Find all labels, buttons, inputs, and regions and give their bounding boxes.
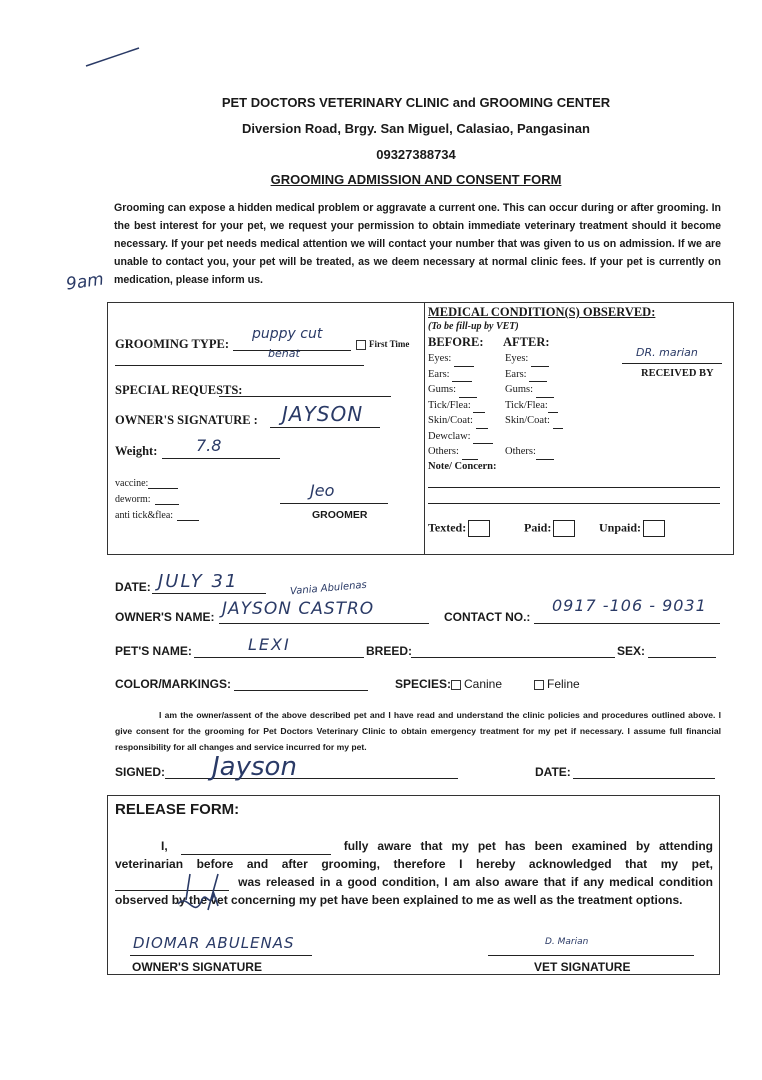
after-label: AFTER: [503,335,550,349]
signed-label: SIGNED: [115,765,166,779]
weight-line [162,458,280,459]
first-time-checkbox[interactable] [356,339,409,350]
after-item: Skin/Coat: [505,413,563,429]
feline-checkbox-icon [534,680,544,690]
before-item: Gums: [428,382,493,398]
form-title: GROOMING ADMISSION AND CONSENT FORM [270,172,562,187]
groomer-label: GROOMER [312,509,368,521]
alt-name-value: Vania Abulenas [289,579,368,598]
before-item: Skin/Coat: [428,413,493,429]
signed-date-label: DATE: [535,765,571,779]
before-label: BEFORE: [428,335,484,349]
canine-label: Canine [464,677,503,691]
release-owner-signature-label: OWNER'S SIGNATURE [132,960,262,974]
consent-paragraph: I am the owner/assent of the above described pet and I have read and understand the clinic policies and procedures outlined above. I give consent for the grooming for Pet Doctors Veterinary Clinic to obtain emergency treatment for my pet if necessary. I assume full financial responsibility for all changes and service incurred for my pet. [115,710,721,752]
contact-line [534,623,720,624]
weight-label: Weight: [115,444,158,458]
unpaid-label: Unpaid: [599,520,642,535]
owner-signature-line [270,427,380,428]
release-text-2: was released in a good condition, I am also aware that if any medical condition observed by the vet concerning my pet have been explained to me as well as the treatment options. [115,875,713,907]
before-item: Dewclaw: [428,429,493,445]
first-time-box-icon [356,340,366,350]
texted-field[interactable] [428,520,490,537]
clinic-phone: 09327388734 [376,147,456,162]
signed-date-line [573,778,715,779]
before-item: Eyes: [428,351,493,367]
grooming-type-value[interactable]: puppy cut [252,326,323,342]
medical-subtitle: (To be fill-up by VET) [428,321,519,332]
pet-name-value[interactable]: LEXI [248,635,291,654]
before-item: Ears: [428,367,493,383]
clinic-name: PET DOCTORS VETERINARY CLINIC and GROOMING CENTER [221,95,611,110]
signed-value[interactable]: Jayson [212,752,297,782]
texted-label: Texted: [428,520,467,535]
after-item: Gums: [505,382,563,398]
date-value[interactable]: JULY 31 [158,571,239,592]
note-line-2 [428,503,720,504]
vet-signature-value[interactable]: D. Marian [545,937,589,947]
species-canine-option[interactable] [451,677,502,691]
vet-signature-label: VET SIGNATURE [534,960,631,974]
special-requests-label: SPECIAL REQUESTS: [115,383,243,397]
after-item: Others: [505,444,563,460]
weight-value[interactable]: 7.8 [196,436,222,455]
after-item: Tick/Flea: [505,398,563,414]
paid-label: Paid: [524,520,552,535]
color-markings-label: COLOR/MARKINGS: [115,677,231,691]
grooming-type-value-2[interactable]: benat [268,347,300,360]
owner-signature-label: OWNER'S SIGNATURE : [115,413,258,427]
paid-field[interactable] [524,520,575,537]
owner-name-value[interactable]: JAYSON CASTRO [222,599,375,619]
breed-line [411,657,615,658]
received-by-label: RECEIVED BY [641,368,714,379]
release-owner-blank[interactable] [181,854,331,855]
pet-name-line [194,657,364,658]
release-owner-signature-line [130,955,312,956]
color-markings-line [234,690,368,691]
release-form-title: RELEASE FORM: [115,801,240,818]
groomer-line [280,503,388,504]
sex-label: SEX: [617,644,646,658]
breed-label: BREED: [366,644,413,658]
grooming-type-label: GROOMING TYPE: [115,337,230,351]
unpaid-checkbox[interactable] [643,520,665,537]
received-by-line [622,363,722,364]
before-item: Others: [428,444,493,460]
paid-checkbox[interactable] [553,520,575,537]
deworm-label: deworm: [115,494,179,505]
owner-signature-scribble [168,870,238,930]
special-requests-line [219,396,391,397]
pen-stroke [84,44,144,72]
after-list [505,351,563,460]
contact-value[interactable]: 0917 -106 - 9031 [552,596,707,615]
unpaid-field[interactable] [599,520,665,537]
note-concern-label: Note/ Concern: [428,461,497,472]
release-i-label: I, [161,839,168,853]
vaccine-label: vaccine: [115,478,178,489]
medical-title: MEDICAL CONDITION(S) OBSERVED: [428,305,656,319]
owner-signature-value[interactable]: JAYSON [282,402,364,426]
vet-signature-line [488,955,694,956]
after-item: Eyes: [505,351,563,367]
feline-label: Feline [547,677,580,691]
signed-line [165,778,458,779]
sex-line [648,657,716,658]
before-list [428,351,493,460]
date-line [152,593,266,594]
groomer-value[interactable]: Jeo [310,481,335,500]
pet-name-label: PET'S NAME: [115,644,192,658]
received-by-value[interactable]: DR. marian [636,346,698,359]
canine-checkbox-icon [451,680,461,690]
texted-checkbox[interactable] [468,520,490,537]
date-label: DATE: [115,580,151,594]
note-line-1 [428,487,720,488]
release-owner-signature-value[interactable]: DIOMAR ABULENAS [133,934,295,952]
first-time-label: First Time [369,339,410,349]
intro-paragraph: Grooming can expose a hidden medical problem or aggravate a current one. This can occur during or after grooming. In the best interest for your pet, we request your permission to obtain immediate veterinary treatment should it become necessary. If your pet needs medical attention we will contact your number that was given to us on admission. If we are unable to contact you, your pet will be treated, as we deem necessary at normal clinic fees. If your pet is currently on medication, please inform us. [114,202,721,286]
before-item: Tick/Flea: [428,398,493,414]
species-label: SPECIES: [395,677,452,691]
species-feline-option[interactable] [534,677,580,691]
after-item: Ears: [505,367,563,383]
contact-label: CONTACT NO.: [444,610,531,624]
release-text-1: fully aware that my pet has been examined by attending veterinarian before and after grooming, therefore I hereby acknowledged that my pet, [115,839,713,871]
grooming-type-line-2 [115,365,364,366]
owner-name-line [219,623,429,624]
anti-tick-label: anti tick&flea: [115,510,199,521]
owner-name-label: OWNER'S NAME: [115,610,215,624]
margin-note: 9am [64,269,106,295]
clinic-address: Diversion Road, Brgy. San Miguel, Calasiao, Pangasinan [242,121,590,136]
